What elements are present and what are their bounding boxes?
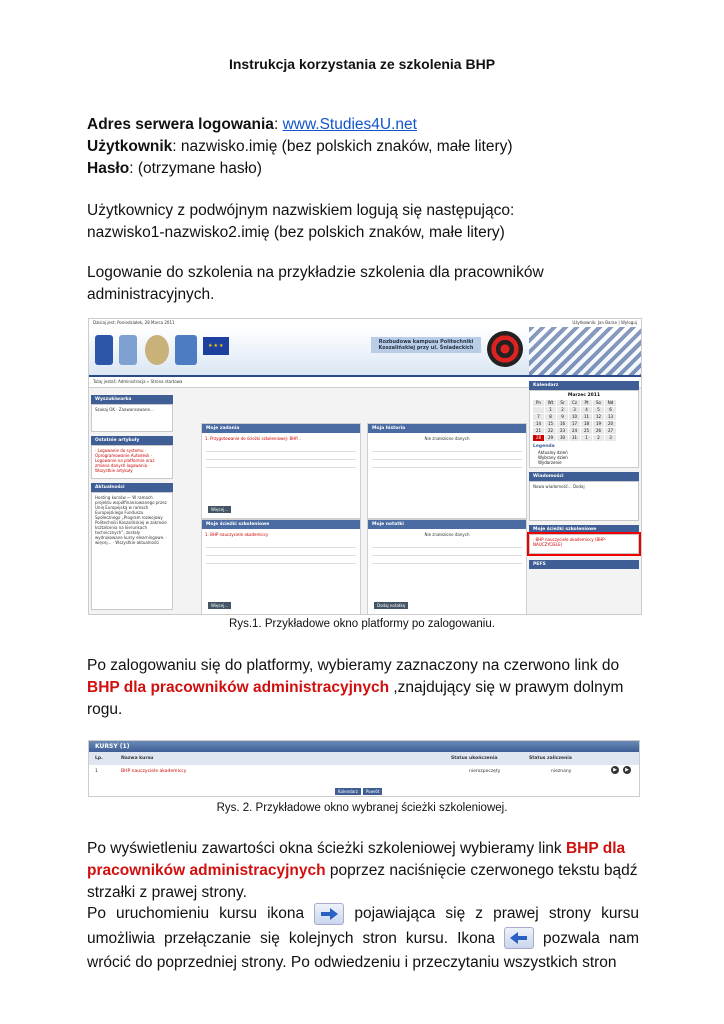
courses-buttons: [335, 789, 384, 794]
panel-body: Nie znaleziono danych: [424, 436, 470, 441]
messages-head: Wiadomości: [529, 472, 639, 481]
paragraph-1-post: ,znajdujący się w prawym dolnym rogu.: [87, 679, 624, 718]
calendar-day[interactable]: 11: [581, 414, 592, 420]
panel-body[interactable]: 1. BHP nauczyciele akademiccy: [205, 532, 269, 537]
panel-my-history: [367, 423, 527, 519]
legend: [530, 450, 638, 467]
add-note-button[interactable]: Dodaj notatkę: [374, 602, 408, 609]
sidebar-head-search: Wyszukiwarka: [91, 395, 173, 404]
calendar-day[interactable]: 22: [545, 428, 556, 434]
document-title: Instrukcja korzystania ze szkolenia BHP: [228, 56, 496, 72]
decorative-stripes: [529, 327, 641, 375]
my-paths-head: Moje ścieżki szkoleniowe: [529, 525, 639, 534]
panel-body: Nie znaleziono danych: [424, 532, 470, 537]
right-sidebar: [529, 381, 639, 569]
panel-head: Moja historia: [368, 424, 526, 433]
calendar-day[interactable]: 8: [545, 414, 556, 420]
paragraph-2-post: poprzez naciśnięcie czerwonego tekstu bądź strzałki z prawej strony.: [87, 862, 638, 901]
col-completion: Status ukończenia: [451, 756, 498, 761]
calendar-day: Śr: [557, 400, 568, 406]
calendar-day[interactable]: 10: [569, 414, 580, 420]
paragraph-3-a: Po uruchomieniu kursu ikona: [87, 905, 305, 922]
paragraph-3-c: pozwala nam wrócić do poprzedniej strony. Po odwiedzeniu i przeczytaniu wszystkich stron: [87, 929, 640, 971]
double-surname-line1: Użytkownicy z podwójnym nazwiskiem logują się następująco:: [87, 202, 515, 219]
panel-head: Moje zadania: [202, 424, 360, 433]
bhp-path-link[interactable]: · BHP nauczyciele akademiccy (BHP-NAUCZYCIELE): [529, 534, 639, 554]
panel-head: Moje notatki: [368, 520, 526, 529]
flag-icon: [175, 335, 197, 365]
logo-icon: [95, 335, 113, 365]
calendar-day: So: [593, 400, 604, 406]
bhp-link-text-2: BHP dla pracowników administracyjnych: [87, 840, 626, 879]
double-surname-info: [87, 200, 639, 244]
courses-columns: [89, 752, 639, 765]
left-sidebar: [91, 395, 173, 610]
courses-screenshot: [88, 740, 640, 797]
user-line: [87, 136, 639, 158]
forward-icon[interactable]: ▶: [623, 766, 631, 774]
calendar-day[interactable]: 3: [569, 407, 580, 413]
calendar-day[interactable]: 27: [605, 428, 616, 434]
calendar-day[interactable]: 6: [605, 407, 616, 413]
calendar-day[interactable]: 12: [593, 414, 604, 420]
calendar-day[interactable]: [533, 407, 544, 413]
user-label: Użytkownik: [87, 138, 173, 155]
calendar-day[interactable]: 17: [569, 421, 580, 427]
panel-body[interactable]: 1. Przygotowanie do ścieżki szkoleniowej: BHP...: [205, 436, 301, 441]
calendar-day[interactable]: 28: [533, 435, 544, 441]
previous-page-arrow-icon: [504, 927, 534, 949]
dartboard-icon: [487, 331, 523, 367]
password-label: Hasło: [87, 160, 130, 177]
more-button[interactable]: Więcej...: [208, 506, 231, 513]
calendar-day[interactable]: 1: [581, 435, 592, 441]
calendar-day[interactable]: 24: [569, 428, 580, 434]
panel-my-notes: [367, 519, 527, 615]
row-grade: nieznany: [551, 769, 572, 774]
calendar: [529, 390, 639, 468]
calendar-day[interactable]: 14: [533, 421, 544, 427]
calendar-day[interactable]: 1: [545, 407, 556, 413]
user-text[interactable]: Użytkownik: Jan Baran | Wyloguj: [572, 320, 637, 325]
sidebar-body-search[interactable]: Szukaj OK · Zaawansowane...: [91, 404, 173, 432]
platform-screenshot: [88, 318, 642, 615]
paragraph-2: [87, 838, 639, 904]
calendar-day[interactable]: 9: [557, 414, 568, 420]
calendar-day[interactable]: 3: [605, 435, 616, 441]
caption-1: Rys.1. Przykładowe okno platformy po zalogowaniu.: [229, 618, 495, 630]
calendar-day: Nd: [605, 400, 616, 406]
password-line: [87, 158, 639, 180]
calendar-day[interactable]: 13: [605, 414, 616, 420]
server-label: Adres serwera logowania: [87, 116, 274, 133]
col-name: Nazwa kursu: [121, 756, 154, 761]
caption-2: Rys. 2. Przykładowe okno wybranej ścieżki szkoleniowej.: [216, 802, 508, 814]
sidebar-head-news: Aktualności: [91, 483, 173, 492]
server-link[interactable]: www.Studies4U.net: [282, 116, 417, 133]
paragraph-3-b: pojawiająca się z prawej strony kursu umożliwia przełączanie się kolejnych stron kursu. Ikona: [87, 905, 639, 947]
sidebar-head-articles: Ostatnie artykuły: [91, 436, 173, 445]
calendar-day[interactable]: 21: [533, 428, 544, 434]
calendar-day[interactable]: 19: [593, 421, 604, 427]
calendar-day[interactable]: 31: [569, 435, 580, 441]
row-completion: nierozpoczęty: [469, 769, 501, 774]
double-surname-line2: nazwisko1-nazwisko2.imię (bez polskich znaków, małe litery): [87, 224, 505, 241]
date-text: Dzisiaj jest: Poniedziałek, 28 Marca 2011: [93, 320, 175, 325]
banner-text: Rozbudowa kampusu Politechniki Koszalińskiej przy ul. Śniadeckich: [371, 337, 481, 353]
calendar-day[interactable]: 2: [557, 407, 568, 413]
calendar-head: Kalendarz: [529, 381, 639, 390]
login-info: [87, 114, 639, 180]
calendar-day: Pn: [533, 400, 544, 406]
calendar-day[interactable]: 23: [557, 428, 568, 434]
calendar-day[interactable]: 2: [593, 435, 604, 441]
sidebar-body-articles[interactable]: · Logowanie do systemu · Oprogramowanie Autodesk · Logowanie na platformie oraz zmiana danych logowania · Wszystkie artykuły: [91, 445, 173, 479]
calendar-day[interactable]: 4: [581, 407, 592, 413]
banner: [89, 327, 641, 377]
intro-paragraph: Logowanie do szkolenia na przykładzie szkolenia dla pracowników administracyjnych.: [87, 264, 544, 303]
calendar-day[interactable]: 15: [545, 421, 556, 427]
calendar-day: Pt: [581, 400, 592, 406]
calendar-day[interactable]: 20: [605, 421, 616, 427]
calendar-day[interactable]: 7: [533, 414, 544, 420]
calendar-day[interactable]: 5: [593, 407, 604, 413]
calendar-button[interactable]: Kalendarz: [335, 788, 361, 795]
password-value: : (otrzymane hasło): [129, 160, 262, 177]
panel-head: Moje ścieżki szkoleniowe: [202, 520, 360, 529]
calendar-day[interactable]: 29: [545, 435, 556, 441]
legend-item: Wydarzenie: [538, 460, 562, 465]
courses-head: KURSY (1): [89, 741, 639, 752]
server-line: Adres serwera logowania: www.Studies4U.net: [87, 116, 417, 133]
calendar-day: Cz: [569, 400, 580, 406]
more-button[interactable]: Więcej...: [208, 602, 231, 609]
col-lp: Lp.: [95, 756, 103, 761]
sidebar-body-news: Hosting kursów — W ramach projektu współfinansowanego przez Unię Europejską w ramach Europejskiego Funduszu Społecznego „Program rozwojowy Politechniki Koszalińskiej w zakresie kształcenia na kierunkach technicznych”, zostały wydrukowane kursy elearningowe. · więcej... · Wszystkie aktualności: [91, 492, 173, 610]
calendar-day: Wt: [545, 400, 556, 406]
calendar-day[interactable]: 18: [581, 421, 592, 427]
calendar-day[interactable]: 26: [593, 428, 604, 434]
calendar-grid: [530, 398, 638, 443]
topbar: [89, 319, 641, 327]
panel-my-tasks: [201, 423, 361, 519]
play-icon[interactable]: ▶: [611, 766, 619, 774]
calendar-month: Marzec 2011: [567, 393, 601, 398]
legend-head: Legenda: [533, 444, 555, 449]
calendar-day[interactable]: 25: [581, 428, 592, 434]
legend-item: Aktualny dzień: [538, 450, 568, 455]
seal-icon: [145, 335, 169, 365]
user-value: : nazwisko.imię (bez polskich znaków, małe litery): [172, 138, 513, 155]
paragraph-1-pre: Po zalogowaniu się do platformy, wybieramy zaznaczony na czerwono link do: [87, 657, 620, 674]
pefs-head: PEFS: [529, 560, 639, 569]
bhp-link-text: BHP dla pracowników administracyjnych: [87, 679, 390, 696]
course-link[interactable]: BHP nauczyciele akademiccy: [121, 769, 187, 774]
col-grade: Status zaliczenia: [529, 756, 572, 761]
university-logo-icon: [119, 335, 137, 365]
breadcrumb: Tutaj jesteś: Administracja » Strona startowa: [89, 377, 641, 388]
row-lp: 1: [95, 769, 98, 774]
messages-body[interactable]: Nowa wiadomość... Dodaj: [529, 481, 639, 521]
table-row: [89, 765, 639, 777]
eu-flag-icon: [203, 337, 229, 355]
next-page-arrow-icon: [314, 903, 344, 925]
paragraph-3: [87, 902, 639, 976]
legend-item: Wybrany dzień: [538, 455, 568, 460]
paragraph-1: [87, 655, 639, 721]
back-button[interactable]: Powrót: [363, 788, 383, 795]
panel-my-paths: [201, 519, 361, 615]
paragraph-2-pre: Po wyświetleniu zawartości okna ścieżki szkoleniowej wybieramy link: [87, 840, 566, 857]
calendar-day[interactable]: 30: [557, 435, 568, 441]
calendar-day[interactable]: 16: [557, 421, 568, 427]
